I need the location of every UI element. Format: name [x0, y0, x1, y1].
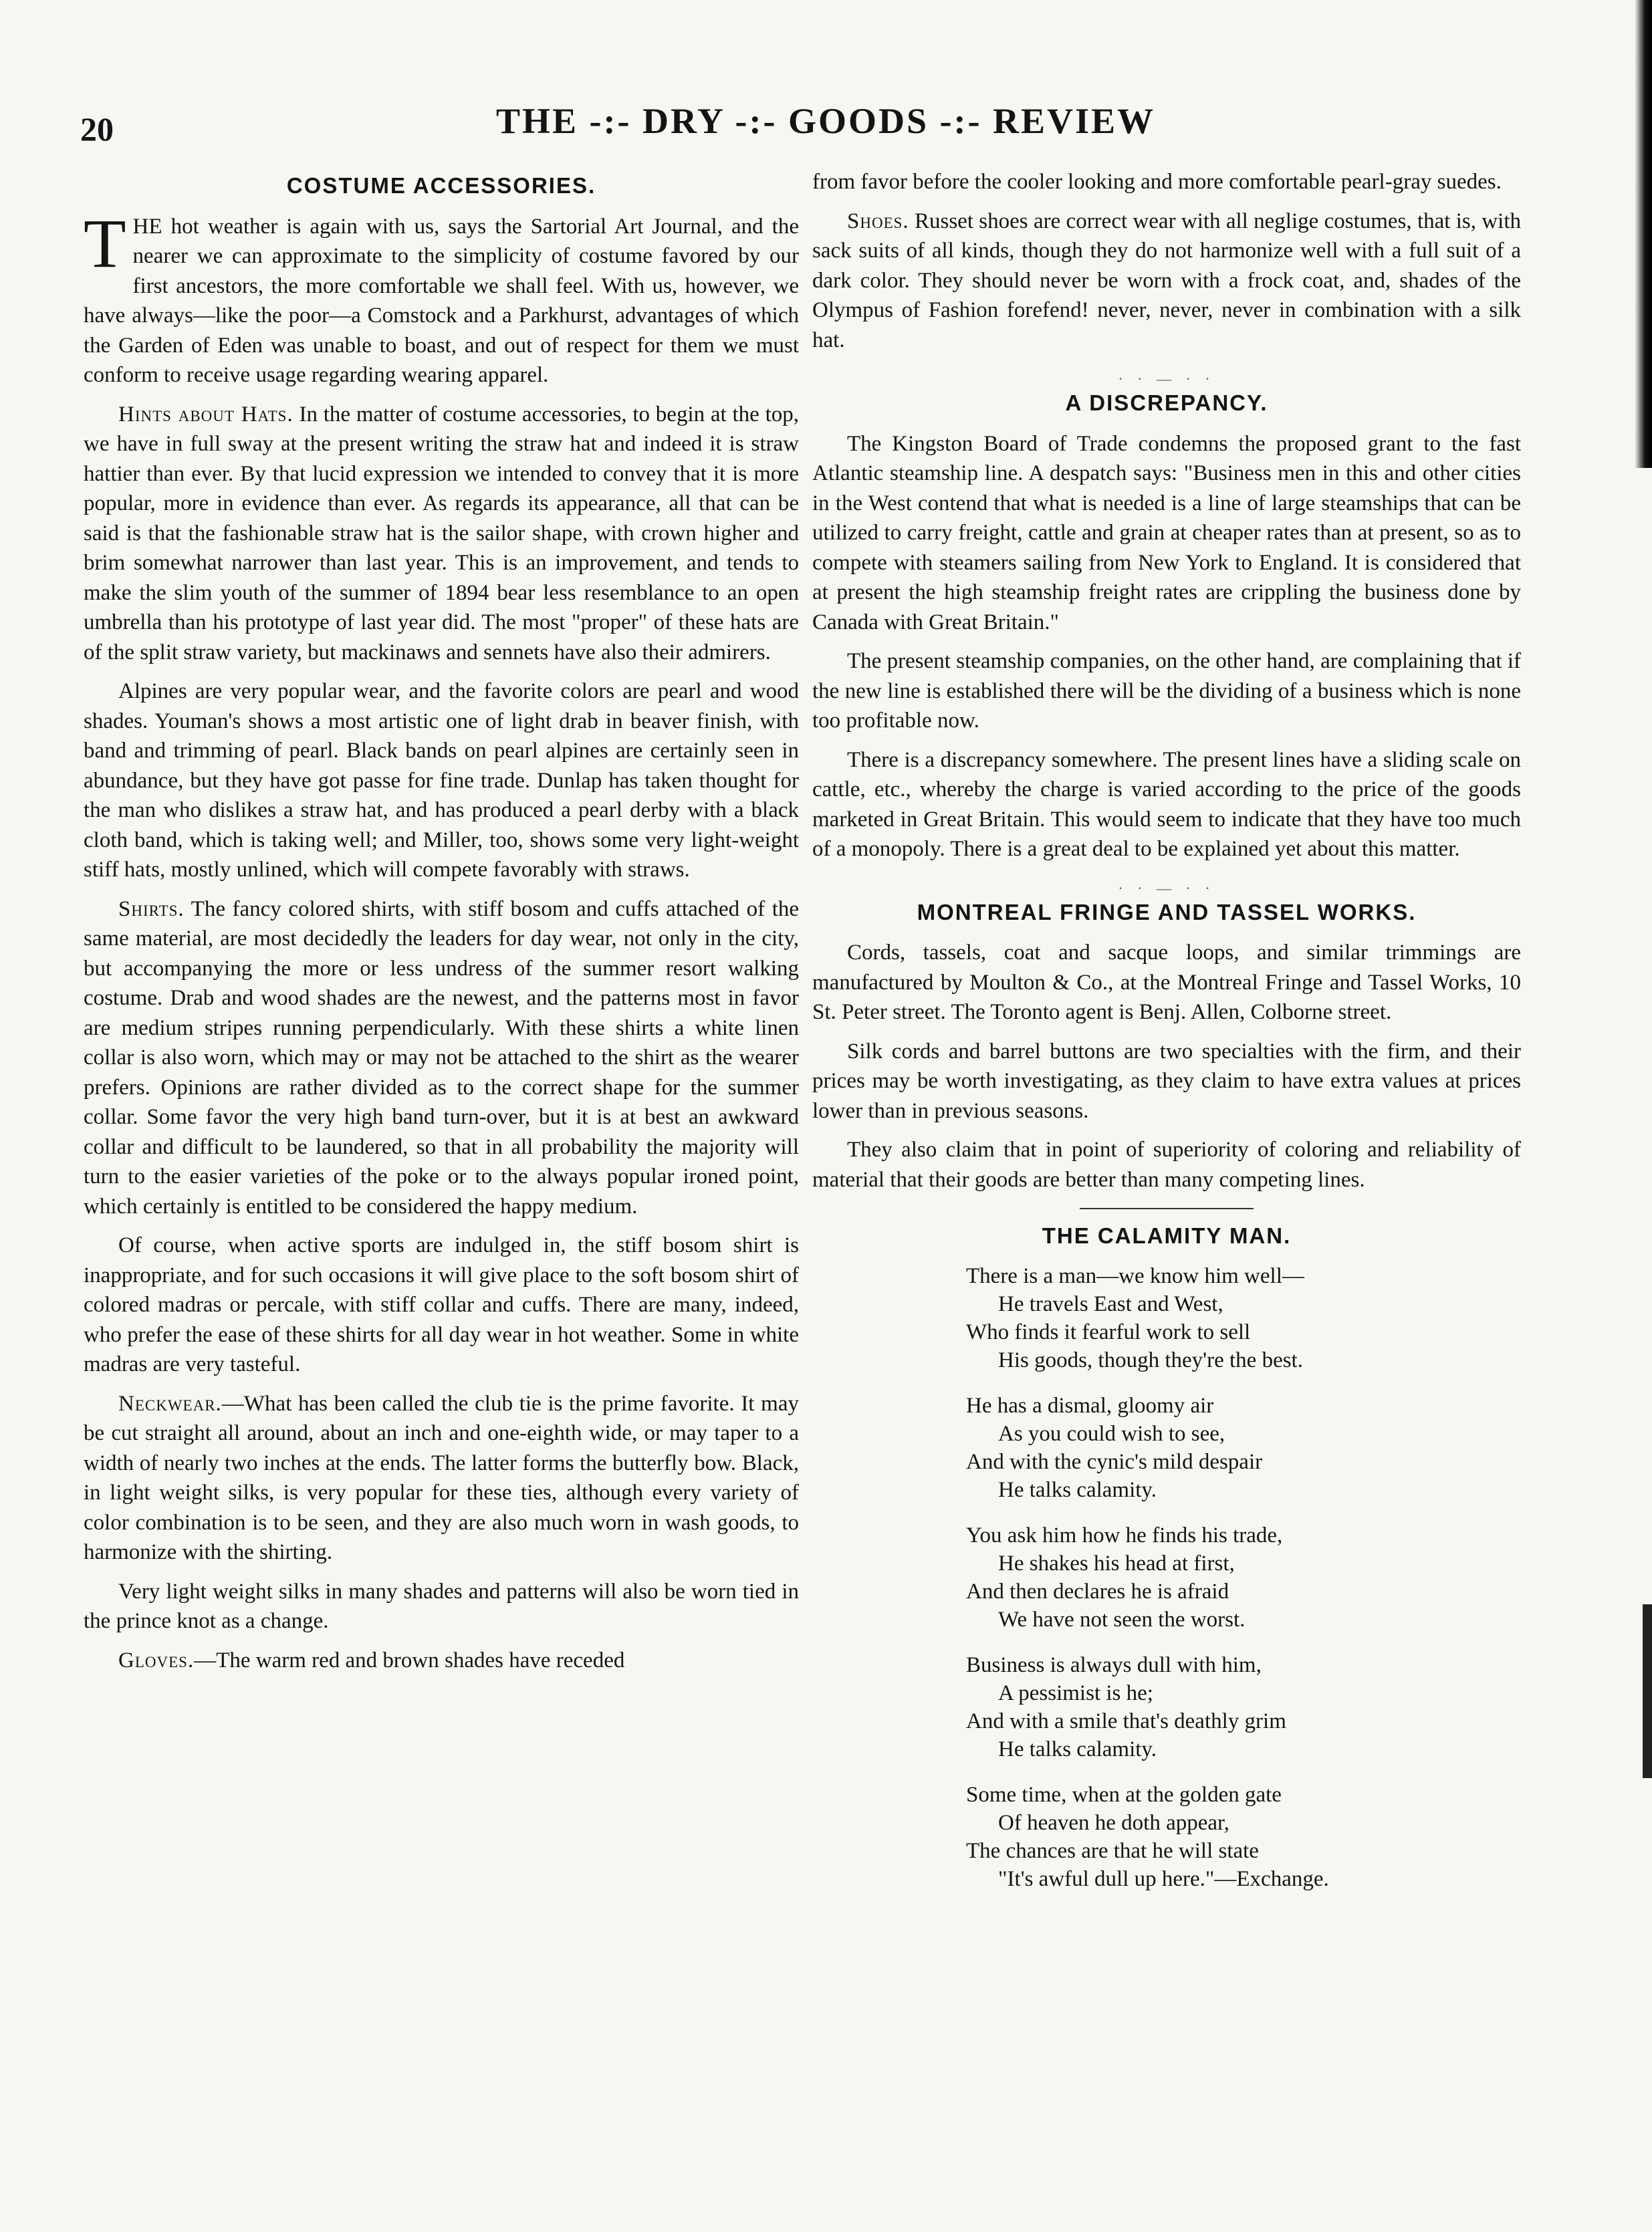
poem-line: Business is always dull with him,	[966, 1652, 1262, 1677]
page-number: 20	[80, 110, 114, 148]
poem-line: Who finds it fearful work to sell	[966, 1320, 1251, 1344]
montreal-p3: They also claim that in point of superiority of coloring and reliability of material that their goods are better than many competing lines.	[812, 1138, 1521, 1192]
poem-line: He has a dismal, gloomy air	[966, 1393, 1214, 1418]
gloves-continued: from favor before the cooler looking and more comfortable pearl-gray suedes.	[812, 170, 1502, 194]
poem-stanza	[966, 1521, 1521, 1634]
poem	[966, 1262, 1521, 1893]
drop-cap: T	[84, 205, 126, 282]
poem-line: As you could wish to see,	[998, 1421, 1225, 1446]
scan-edge-shadow	[1635, 0, 1652, 468]
poem-stanza	[966, 1262, 1521, 1374]
shirts-text: The fancy colored shirts, with stiff bosom and cuffs attached of the same material, are most decidedly the leaders for day wear, not only in the city, but accompanying the more or less undress of the summer resort walking costume. Drab and wood shades are the newest, and the patterns most in favor are medium stripes running perpendicularly. With these shirts a white linen collar is also worn, which may or may not be attached to the shirt as the wearer prefers. Opinions are rather divided as to the correct shape for the summer collar. Some favor the very high band turn-over, but it is at best an awkward collar and difficult to be laundered, so that in all probability the majority will turn to the easier varieties of the poke or to the always popular ironed point, which certainly is entitled to be considered the happy medium.	[84, 896, 800, 1219]
poem-line: You ask him how he finds his trade,	[966, 1523, 1283, 1547]
section-rule	[1080, 1208, 1254, 1209]
hats-lead: Hints about Hats.	[118, 402, 293, 426]
left-column	[84, 167, 799, 2173]
hats-paragraph	[84, 400, 799, 668]
page-header	[80, 100, 1571, 154]
poem-line: He travels East and West,	[998, 1291, 1223, 1316]
gloves-text: —The warm red and brown shades have receded	[194, 1648, 625, 1672]
section-divider: · · — · ·	[1118, 370, 1215, 387]
poem-line: And with a smile that's deathly grim	[966, 1709, 1286, 1733]
poem-line: And then declares he is afraid	[966, 1579, 1229, 1604]
discrepancy-p1: The Kingston Board of Trade condemns the proposed grant to the fast Atlantic steamship line. A despatch says: "Business men in this and other cities in the West contend that what is needed is a line of large steamships that can be utilized to carry freight, cattle and grain at cheaper rates than at present, so as to compete with steamers sailing from New York to England. It is considered that at present the high steamship freight rates are crippling the business done by Canada with Great Britain."	[812, 431, 1521, 634]
section-divider: · · — · ·	[1118, 879, 1215, 896]
masthead: THE -:- DRY -:- GOODS -:- REVIEW	[495, 101, 1156, 141]
right-column	[812, 167, 1521, 2173]
costume-title: COSTUME ACCESSORIES.	[286, 173, 596, 198]
gloves-paragraph	[84, 1646, 799, 1676]
poem-line: And with the cynic's mild despair	[966, 1449, 1263, 1474]
discrepancy-p3: There is a discrepancy somewhere. The present lines have a sliding scale on cattle, etc., whereby the charge is varied according to the price of the goods marketed in Great Britain. This would seem to indicate that they have too much of a monopoly. There is a great deal to be explained yet about this matter.	[812, 747, 1521, 861]
silks-paragraph: Very light weight silks in many shades and patterns will also be worn tied in the prince knot as a change.	[84, 1579, 799, 1633]
shirts-lead: Shirts.	[118, 896, 185, 921]
poem-line: A pessimist is he;	[998, 1681, 1153, 1705]
poem-stanza	[966, 1392, 1521, 1504]
neckwear-lead: Neckwear.	[118, 1391, 222, 1416]
montreal-p1: Cords, tassels, coat and sacque loops, and similar trimmings are manufactured by Moulton & Co., at the Montreal Fringe and Tassel Works, 10 St. Peter street. The Toronto agent is Benj. Allen, Colborne street.	[812, 941, 1521, 1024]
sports-paragraph: Of course, when active sports are indulged in, the stiff bosom shirt is inappropriate, and for such occasions it will give place to the soft bosom shirt of colored madras or percale, with stiff collar and cuffs. There are many, indeed, who prefer the ease of these shirts for all day wear in hot weather. Some in white madras are very tasteful.	[84, 1233, 799, 1376]
discrepancy-title: A DISCREPANCY.	[1065, 390, 1268, 415]
scan-edge-mark	[1643, 1604, 1652, 1778]
shoes-lead: Shoes.	[847, 209, 909, 233]
poem-line: There is a man—we know him well—	[966, 1263, 1304, 1288]
neckwear-paragraph	[84, 1389, 799, 1568]
poem-line: We have not seen the worst.	[998, 1607, 1246, 1632]
poem-line: Of heaven he doth appear,	[998, 1810, 1229, 1835]
gloves-lead: Gloves.	[118, 1648, 195, 1672]
poem-line: He talks calamity.	[998, 1737, 1157, 1761]
poem-stanza	[966, 1781, 1521, 1893]
alpines-paragraph: Alpines are very popular wear, and the favorite colors are pearl and wood shades. Youman's shows a most artistic one of light drab in beaver finish, with band and trimming of pearl. Black bands on pearl alpines are certainly seen in abundance, but they have got passe for fine trade. Dunlap has taken thought for the man who dislikes a straw hat, and has produced a pearl derby with a black cloth band, which is taking well; and Miller, too, shows some very light-weight stiff hats, mostly unlined, which will compete favorably with straws.	[84, 679, 799, 882]
poem-line: "It's awful dull up here."—Exchange.	[998, 1866, 1329, 1891]
poem-line: Some time, when at the golden gate	[966, 1782, 1282, 1807]
hats-text: In the matter of costume accessories, to begin at the top, we have in full sway at the present writing the straw hat and indeed it is straw hattier than ever. By that lucid expression we intended to convey that it is more popular, more in evidence than ever. As regards its appearance, all that can be said is that the fashionable straw hat is the sailor shape, with crown higher and brim somewhat narrower than last year. This is an improvement, and tends to make the slim youth of the summer of 1894 bear less resemblance to an open umbrella than his prototype of last year did. The most "proper" of these hats are of the split straw variety, but mackinaws and sennets have also their admirers.	[84, 402, 799, 664]
poem-stanza	[966, 1651, 1521, 1763]
shoes-text: Russet shoes are correct wear with all neglige costumes, that is, with sack suits of all kinds, though they do not harmonize well with a full suit of a dark color. They should never be worn with a frock coat, and, shades of the Olympus of Fashion forefend! never, never, never in combination with a silk hat.	[812, 209, 1521, 352]
costume-intro	[84, 205, 799, 390]
shirts-paragraph	[84, 894, 799, 1222]
neckwear-text: —What has been called the club tie is the prime favorite. It may be cut straight all around, about an inch and one-eighth wide, or may taper to a width of nearly two inches at the ends. The latter forms the butterfly bow. Black, in light weight silks, is very popular for these ties, although every variety of color combination is to be seen, and they are also much worn in wash goods, to harmonize with the shirting.	[84, 1391, 799, 1564]
poem-line: The chances are that he will state	[966, 1838, 1259, 1863]
shoes-paragraph	[812, 207, 1521, 356]
montreal-title: MONTREAL FRINGE AND TASSEL WORKS.	[917, 899, 1417, 924]
poem-line: He talks calamity.	[998, 1477, 1157, 1502]
poem-line: He shakes his head at first,	[998, 1551, 1235, 1576]
montreal-p2: Silk cords and barrel buttons are two specialties with the firm, and their prices may be worth investigating, as they claim to have extra values at prices lower than in previous seasons.	[812, 1039, 1521, 1123]
poem-line: His goods, though they're the best.	[998, 1348, 1303, 1372]
calamity-title: THE CALAMITY MAN.	[1042, 1223, 1292, 1248]
discrepancy-p2: The present steamship companies, on the other hand, are complaining that if the new line is established there will be the dividing of a business which is none too profitable now.	[812, 649, 1521, 733]
costume-intro-text: HE hot weather is again with us, says the Sartorial Art Journal, and the nearer we can approximate to the simplicity of costume favored by our first ancestors, the more comfortable we shall feel. With us, however, we have always—like the poor—a Comstock and a Parkhurst, advantages of which the Garden of Eden was unable to boast, and out of respect for them we must conform to receive usage regarding wearing apparel.	[84, 214, 799, 387]
